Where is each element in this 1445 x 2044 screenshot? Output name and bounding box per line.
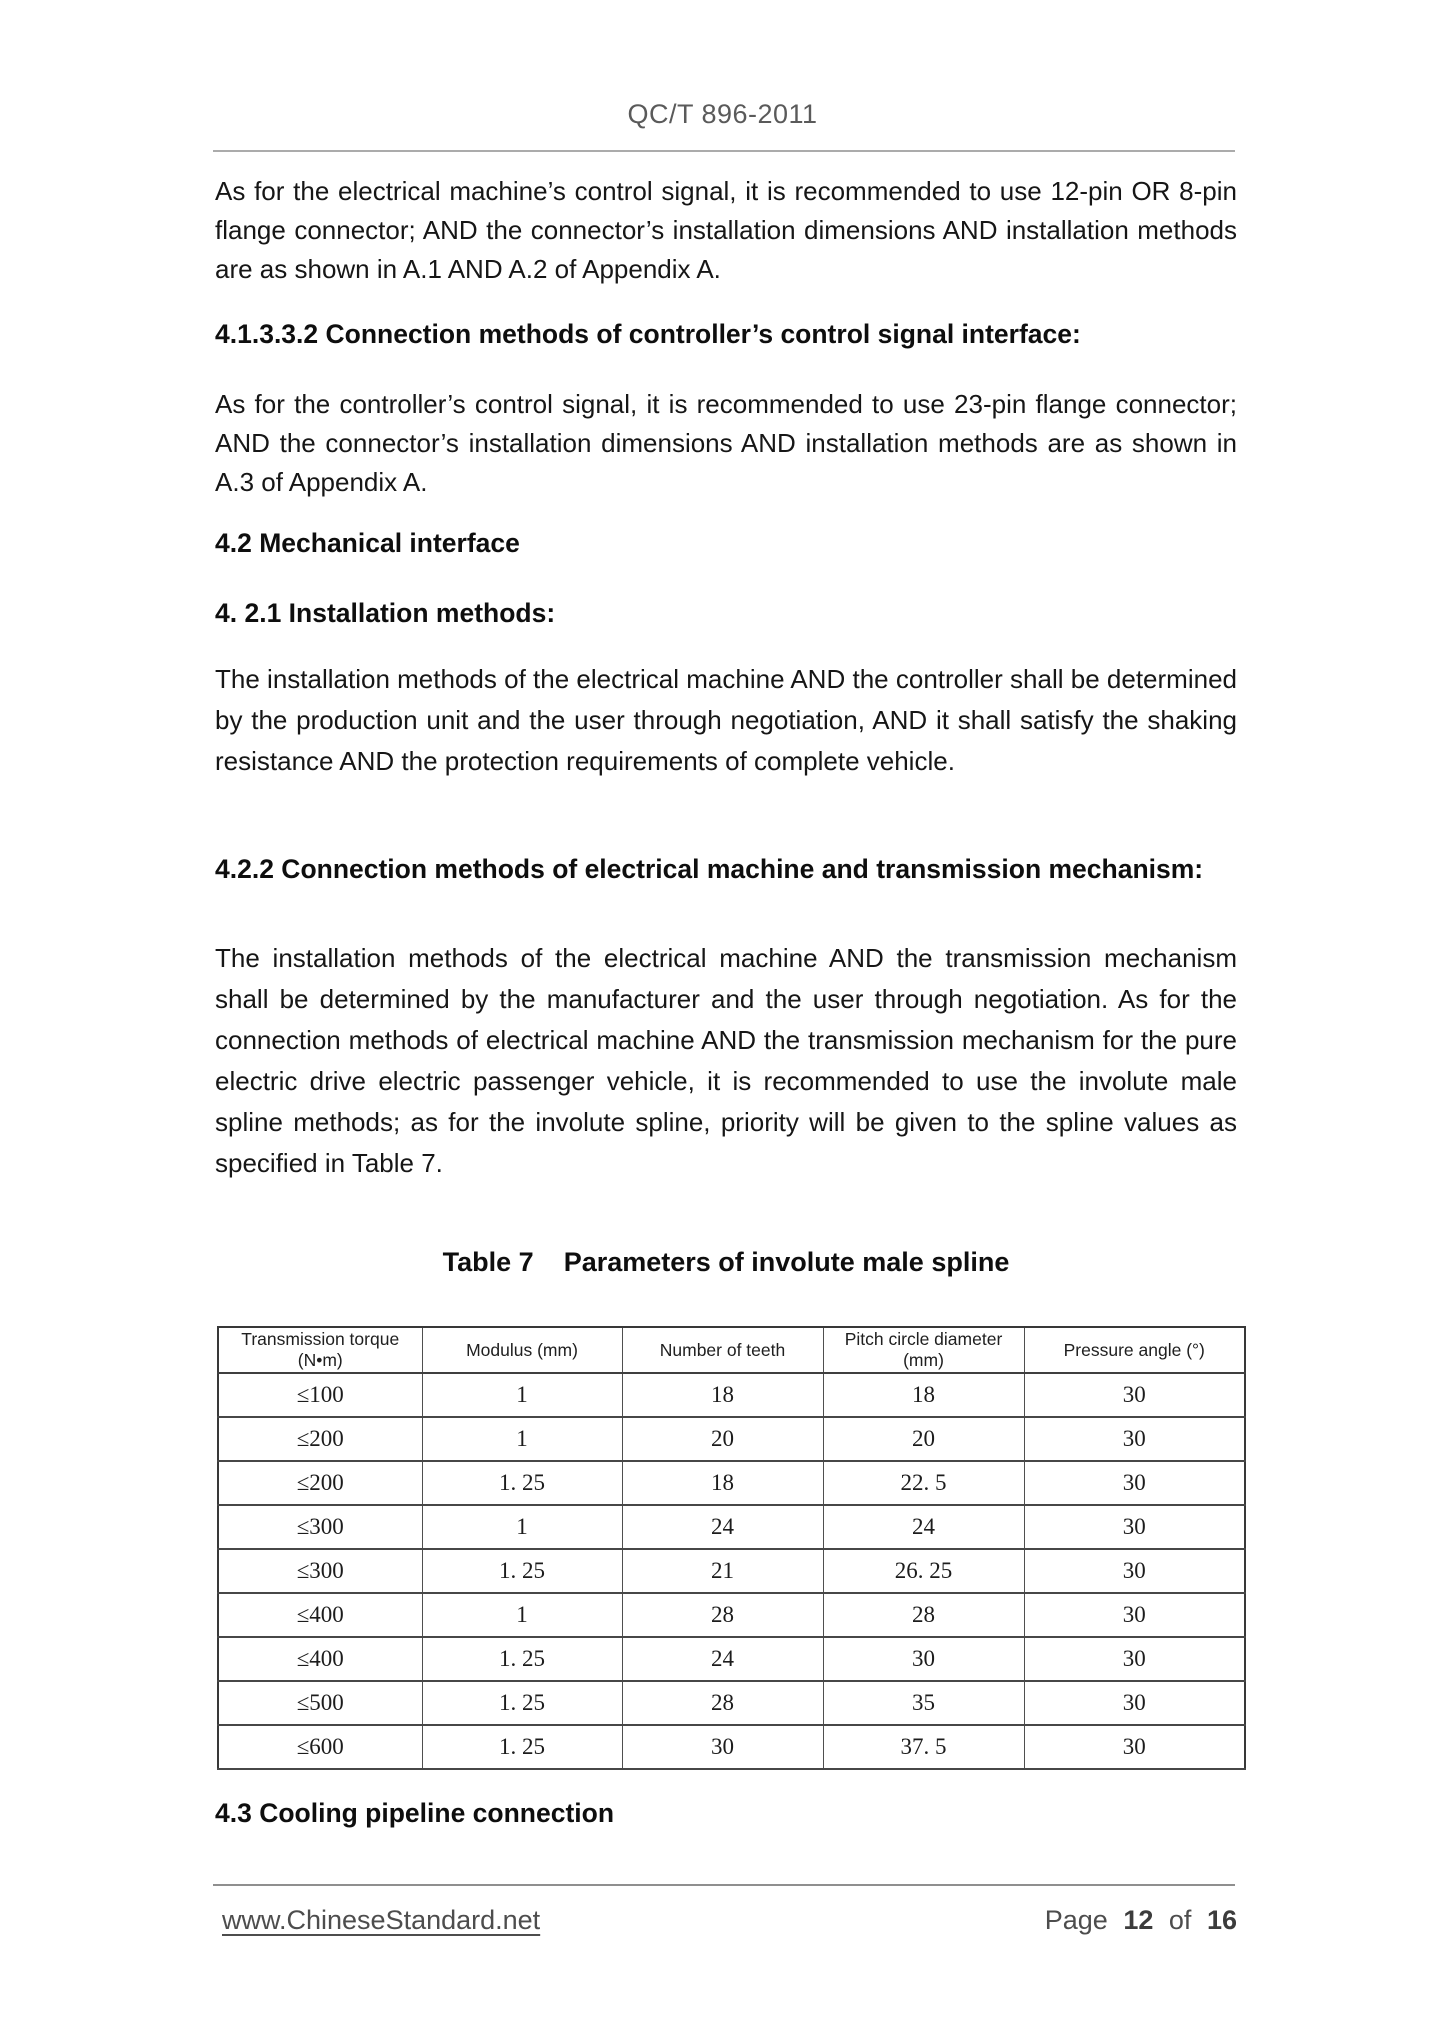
table-cell: 18	[823, 1373, 1024, 1417]
table-cell: 30	[1024, 1725, 1245, 1769]
footer-divider	[213, 1884, 1235, 1886]
table-cell: 22. 5	[823, 1461, 1024, 1505]
table-row	[218, 1725, 1245, 1769]
table-cell: ≤300	[218, 1549, 422, 1593]
table-cell: 1	[422, 1505, 622, 1549]
table-cell: 1. 25	[422, 1549, 622, 1593]
footer-page-word: Page	[1044, 1905, 1108, 1935]
table-row	[218, 1637, 1245, 1681]
paragraph-installation-methods: The installation methods of the electrical machine AND the controller shall be determined by the production unit and the user through negotiation, AND it shall satisfy the shaking resistance AND the protection requirements of complete vehicle.	[215, 664, 1237, 776]
table-cell: 37. 5	[823, 1725, 1024, 1769]
table-cell: 18	[622, 1373, 823, 1417]
table-cell: 24	[622, 1637, 823, 1681]
heading-4-3-cooling-pipeline: 4.3 Cooling pipeline connection	[215, 1798, 615, 1828]
table-cell: ≤600	[218, 1725, 422, 1769]
table-cell: 1	[422, 1417, 622, 1461]
table-row	[218, 1681, 1245, 1725]
col-header-number-of-teeth: Number of teeth	[622, 1327, 823, 1373]
table-cell: 35	[823, 1681, 1024, 1725]
table-cell: 30	[1024, 1681, 1245, 1725]
table-cell: 1	[422, 1373, 622, 1417]
heading-4-2-1-installation-methods: 4. 2.1 Installation methods:	[215, 598, 556, 628]
table-cell: 30	[1024, 1417, 1245, 1461]
table-cell: ≤200	[218, 1417, 422, 1461]
table-row	[218, 1549, 1245, 1593]
table-cell: 24	[622, 1505, 823, 1549]
table-row	[218, 1461, 1245, 1505]
table-cell: 20	[823, 1417, 1024, 1461]
table-row	[218, 1505, 1245, 1549]
table-cell: 18	[622, 1461, 823, 1505]
heading-4-1-3-3-2: 4.1.3.3.2 Connection methods of controller’s control signal interface:	[215, 319, 1081, 349]
table-cell: 21	[622, 1549, 823, 1593]
table-cell: ≤200	[218, 1461, 422, 1505]
table-involute-spline-parameters	[217, 1326, 1246, 1770]
paragraph-machine-control-signal: As for the electrical machine’s control signal, it is recommended to use 12-pin OR 8-pin flange connector; AND the connector’s installation dimensions AND installation methods are as shown in A.1 AND A.2 of Appendix A.	[215, 176, 1237, 284]
footer-website-link[interactable]: www.ChineseStandard.net	[222, 1905, 541, 1935]
footer-page-number: 12	[1123, 1905, 1154, 1935]
table-cell: 26. 25	[823, 1549, 1024, 1593]
table-header-row	[218, 1327, 1245, 1373]
table-row	[218, 1417, 1245, 1461]
paragraph-controller-control-signal: As for the controller’s control signal, it is recommended to use 23-pin flange connector; AND the connector’s installation dimensions AND installation methods are as shown in A.3 of Appendix A.	[215, 389, 1237, 497]
footer-page-total: 16	[1206, 1905, 1237, 1935]
col-header-pressure-angle: Pressure angle (°)	[1024, 1327, 1245, 1373]
page-header-doc-number: QC/T 896-2011	[627, 99, 818, 129]
table-cell: 28	[622, 1681, 823, 1725]
table-title-text: Parameters of involute male spline	[563, 1247, 1010, 1277]
table-cell: 28	[823, 1593, 1024, 1637]
table-cell: 1. 25	[422, 1681, 622, 1725]
table-cell: 30	[1024, 1637, 1245, 1681]
footer-of-word: of	[1168, 1905, 1192, 1935]
table-cell: 30	[1024, 1549, 1245, 1593]
table-cell: ≤400	[218, 1593, 422, 1637]
table-cell: 28	[622, 1593, 823, 1637]
table-cell: 30	[1024, 1505, 1245, 1549]
table-cell: ≤400	[218, 1637, 422, 1681]
table-cell: 1. 25	[422, 1637, 622, 1681]
table-row	[218, 1593, 1245, 1637]
table-title-number: Table 7	[442, 1247, 534, 1277]
table-cell: 1. 25	[422, 1461, 622, 1505]
header-divider	[213, 150, 1235, 152]
table-cell: ≤500	[218, 1681, 422, 1725]
table-row	[218, 1373, 1245, 1417]
table-cell: 30	[622, 1725, 823, 1769]
table-cell: 30	[823, 1637, 1024, 1681]
table-cell: 30	[1024, 1461, 1245, 1505]
table-cell: 20	[622, 1417, 823, 1461]
col-header-pitch-circle-diameter: Pitch circle diameter (mm)	[823, 1327, 1024, 1373]
col-header-modulus: Modulus (mm)	[422, 1327, 622, 1373]
table-cell: ≤300	[218, 1505, 422, 1549]
paragraph-transmission-mechanism: The installation methods of the electrical machine AND the transmission mechanism shall be determined by the manufacturer and the user through negotiation. As for the connection methods of electrical machine AND the transmission mechanism for the pure electric drive electric passenger vehicle, it is recommended to use the involute male spline methods; as for the involute spline, priority will be given to the spline values as specified in Table 7.	[215, 943, 1237, 1178]
table-cell: ≤100	[218, 1373, 422, 1417]
heading-4-2-2-connection-methods: 4.2.2 Connection methods of electrical machine and transmission mechanism:	[215, 854, 1204, 884]
col-header-transmission-torque: Transmission torque (N•m)	[218, 1327, 422, 1373]
table-cell: 1. 25	[422, 1725, 622, 1769]
table-cell: 1	[422, 1593, 622, 1637]
table-cell: 30	[1024, 1373, 1245, 1417]
table-title	[215, 1247, 1237, 1278]
table-cell: 24	[823, 1505, 1024, 1549]
heading-4-2-mechanical-interface: 4.2 Mechanical interface	[215, 528, 520, 558]
footer-page-indicator	[215, 1905, 1237, 1936]
table-cell: 30	[1024, 1593, 1245, 1637]
